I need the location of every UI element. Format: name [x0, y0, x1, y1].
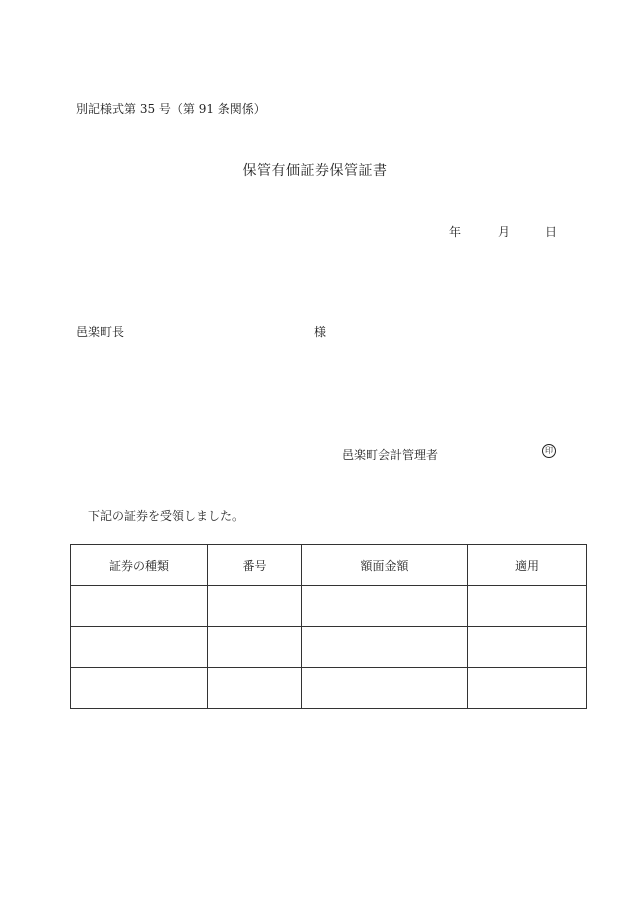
addressee-honorific: 様 — [314, 325, 327, 339]
document-title: 保管有価証券保管証書 — [242, 163, 388, 179]
date-year-label: 年 — [449, 225, 462, 239]
cell-number[interactable] — [208, 668, 302, 709]
table-header-row — [71, 545, 587, 586]
date-day-label: 日 — [545, 225, 558, 239]
date-month-label: 月 — [498, 225, 511, 239]
seal-icon: 印 — [542, 444, 556, 458]
cell-remarks[interactable] — [468, 586, 587, 627]
cell-remarks[interactable] — [468, 627, 587, 668]
header-face-value: 額面金額 — [302, 545, 468, 586]
table-row — [71, 668, 587, 709]
cell-number[interactable] — [208, 627, 302, 668]
cell-security-type[interactable] — [71, 586, 208, 627]
cell-security-type[interactable] — [71, 627, 208, 668]
cell-face-value[interactable] — [302, 586, 468, 627]
cell-face-value[interactable] — [302, 627, 468, 668]
cell-number[interactable] — [208, 586, 302, 627]
issuer-name: 邑楽町会計管理者 — [342, 448, 439, 462]
addressee-name: 邑楽町長 — [76, 325, 125, 339]
cell-face-value[interactable] — [302, 668, 468, 709]
cell-remarks[interactable] — [468, 668, 587, 709]
form-number: 別記様式第 35 号（第 91 条関係） — [76, 102, 266, 116]
header-number: 番号 — [208, 545, 302, 586]
securities-table — [70, 544, 587, 709]
cell-security-type[interactable] — [71, 668, 208, 709]
intro-text: 下記の証券を受領しました。 — [88, 509, 245, 523]
table-row — [71, 586, 587, 627]
header-security-type: 証券の種類 — [71, 545, 208, 586]
table-row — [71, 627, 587, 668]
header-remarks: 適用 — [468, 545, 587, 586]
